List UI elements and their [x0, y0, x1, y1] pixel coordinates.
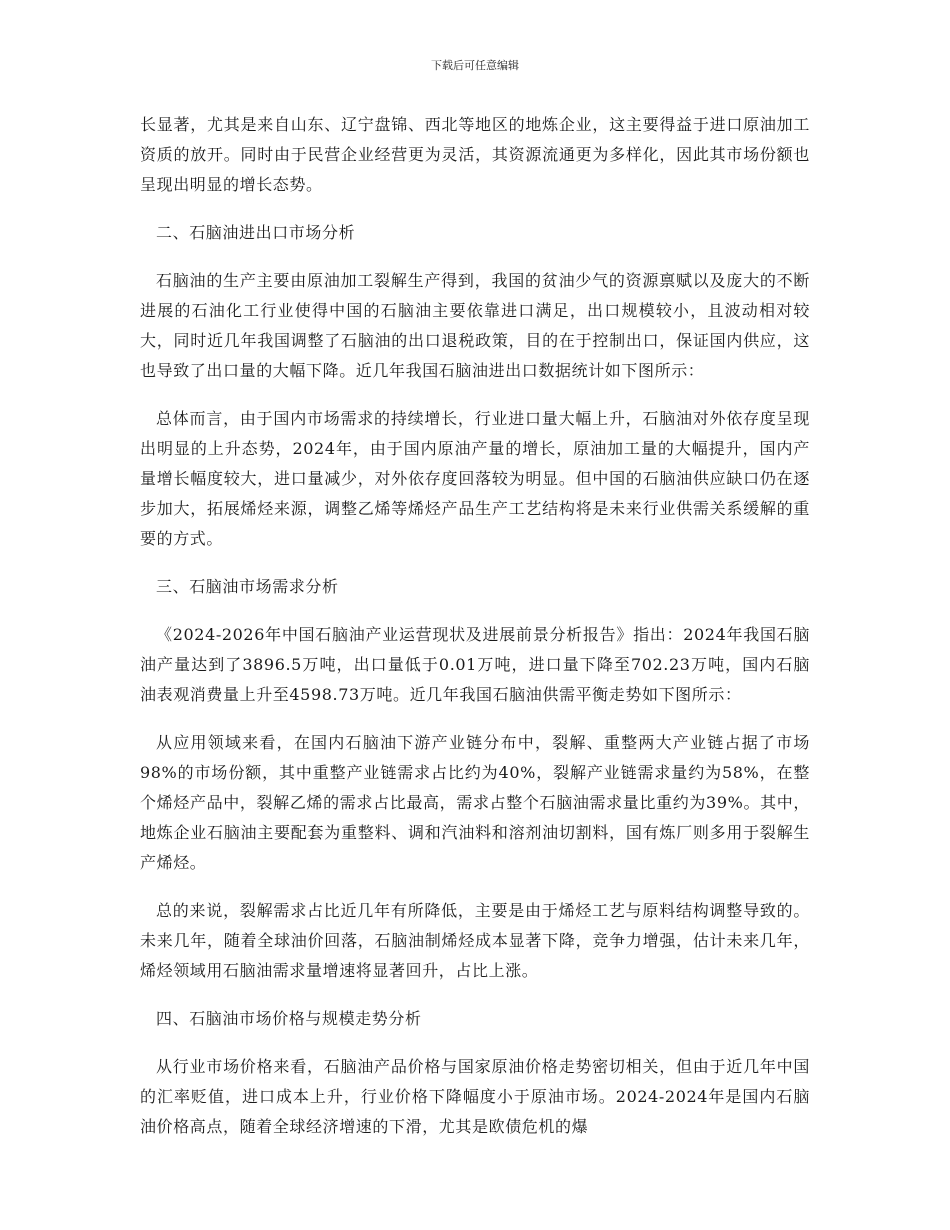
- section-heading-2: 二、石脑油进出口市场分析: [156, 223, 356, 242]
- section-heading-4: 四、石脑油市场价格与规模走势分析: [156, 1009, 422, 1028]
- paragraph-6: 总的来说，裂解需求占比近几年有所降低，主要是由于烯烃工艺与原料结构调整导致的。未来几年，随着全球油价回落，石脑油制烯烃成本显著下降，竞争力增强，估计未来几年，烯烃领域用石脑油需求量增速将显著回升，占比上涨。: [140, 901, 810, 980]
- paragraph-5: 从应用领域来看，在国内石脑油下游产业链分布中，裂解、重整两大产业链占据了市场98%的市场份额，其中重整产业链需求占比约为40%，裂解产业链需求量约为58%，在整个烯烃产品中，裂解乙烯的需求占比最高，需求占整个石脑油需求量比重约为39%。其中，地炼企业石脑油主要配套为重整料、调和汽油料和溶剂油切割料，国有炼厂则多用于裂解生产烯烃。: [140, 733, 810, 872]
- page-header: 下载后可任意编辑: [431, 59, 519, 72]
- document-body: [140, 110, 810, 1160]
- paragraph-3: 总体而言，由于国内市场需求的持续增长，行业进口量大幅上升，石脑油对外依存度呈现出明显的上升态势，2024年，由于国内原油产量的增长，原油加工量的大幅提升，国内产量增长幅度较大，进口量减少，对外依存度回落较为明显。但中国的石脑油供应缺口仍在逐步加大，拓展烯烃来源，调整乙烯等烯烃产品生产工艺结构将是未来行业供需关系缓解的重要的方式。: [140, 409, 810, 548]
- section-heading-3: 三、石脑油市场需求分析: [156, 577, 339, 596]
- paragraph-2: 石脑油的生产主要由原油加工裂解生产得到，我国的贫油少气的资源禀赋以及庞大的不断进展的石油化工行业使得中国的石脑油主要依靠进口满足，出口规模较小，且波动相对较大，同时近几年我国调整了石脑油的出口退税政策，目的在于控制出口，保证国内供应，这也导致了出口量的大幅下降。近几年我国石脑油进出口数据统计如下图所示：: [140, 271, 810, 380]
- paragraph-4: 《2024-2026年中国石脑油产业运营现状及进展前景分析报告》指出：2024年我国石脑油产量达到了3896.5万吨，出口量低于0.01万吨，进口量下降至702.23万吨，国内石脑油表观消费量上升至4598.73万吨。近几年我国石脑油供需平衡走势如下图所示：: [140, 625, 810, 704]
- paragraph-7: 从行业市场价格来看，石脑油产品价格与国家原油价格走势密切相关，但由于近几年中国的汇率贬值，进口成本上升，行业价格下降幅度小于原油市场。2024-2024年是国内石脑油价格高点，随着全球经济增速的下滑，尤其是欧债危机的爆: [140, 1057, 810, 1136]
- paragraph-1: 长显著，尤其是来自山东、辽宁盘锦、西北等地区的地炼企业，这主要得益于进口原油加工资质的放开。同时由于民营企业经营更为灵活，其资源流通更为多样化，因此其市场份额也呈现出明显的增长态势。: [140, 115, 810, 194]
